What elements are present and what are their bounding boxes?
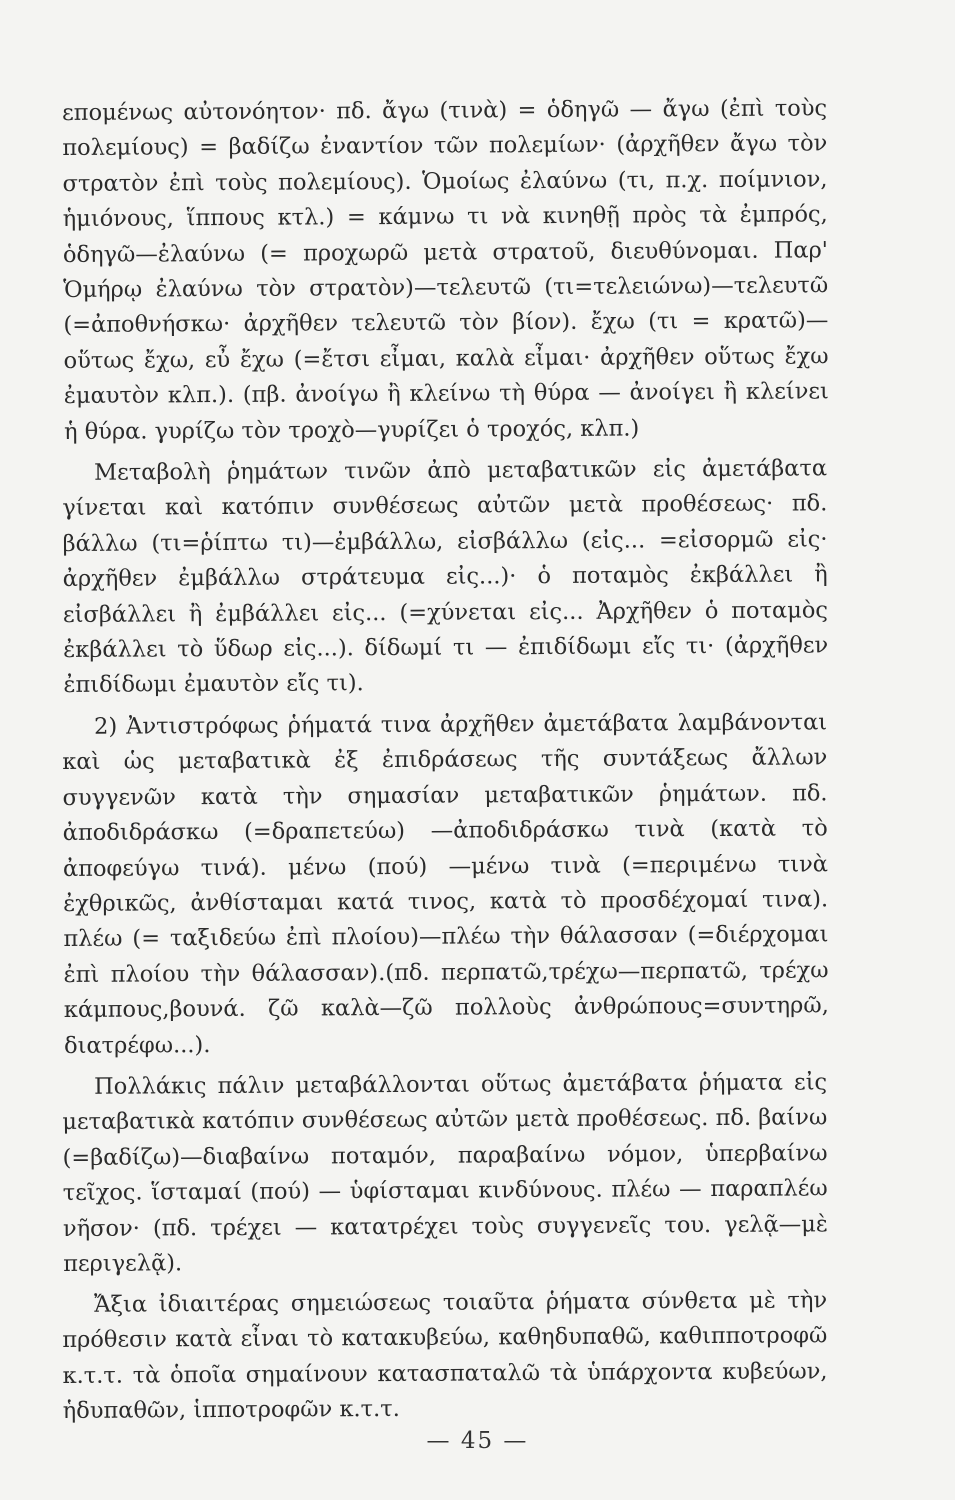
paragraph-5: Ἄξια ἰδιαιτέρας σημειώσεως τοιαῦτα ῥήματα σύνθετα μὲ τὴν πρόθεσιν κατὰ εἶναι τὸ κατακυβεύω, καθηδυπαθῶ, καθιπποτροφῶ κ.τ.τ. τὰ ὁποῖα σημαίνουν κατασπαταλῶ τὰ ὑπάρχοντα κυβεύων, ἡδυπαθῶν, ἱπποτροφῶν κ.τ.τ. <box>62 1287 828 1425</box>
paragraph-2: Μεταβολὴ ῥημάτων τινῶν ἀπὸ μεταβατικῶν εἰς ἀμετάβατα γίνεται καὶ κατόπιν συνθέσεως αὐτῶν μετὰ προθέσεως· πδ. βάλλω (τι=ῥίπτω τι)—ἐμβάλλω, εἰσβάλλω (εἰς... =εἰσορμῶ εἰς· ἀρχῆθεν ἐμβάλλω στράτευμα εἰς...)· ὁ ποταμὸς ἐκβάλλει ἢ εἰσβάλλει ἢ ἐμβάλλει εἰς... (=χύνεται εἰς... Ἀρχῆθεν ὁ ποταμὸς ἐκβάλλει τὸ ὕδωρ εἰς...). δίδωμί τι — ἐπιδίδωμι εἴς τι· (ἀρχῆθεν ἐπιδίδωμι ἐμαυτὸν εἴς τι). <box>62 455 829 699</box>
paragraph-1: επομένως αὐτονόητον· πδ. ἄγω (τινὰ) = ὁδηγῶ — ἄγω (ἐπὶ τοὺς πολεμίους) = βαδίζω ἐναντίον τῶν πολεμίων· (ἀρχῆθεν ἄγω τὸν στρατὸν ἐπὶ τοὺς πολεμίους). Ὁμοίως ἐλαύνω (τι, π.χ. ποίμνιον, ἡμιόνους, ἵππους κτλ.) = κάμνω τι νὰ κινηθῇ πρὸς τὰ ἐμπρός, ὁδηγῶ—ἐλαύνω (= προχωρῶ μετὰ στρατοῦ, διευθύνομαι. Παρ' Ὁμήρῳ ἐλαύνω τὸν στρατὸν)—τελευτῶ (τι=τελειώνω)—τελευτῶ (=ἀποθνήσκω· ἀρχῆθεν τελευτῶ τὸν βίον). ἔχω (τι = κρατῶ)— οὕτως ἔχω, εὖ ἔχω (=ἔτσι εἶμαι, καλὰ εἶμαι· ἀρχῆθεν οὕτως ἔχω ἐμαυτὸν κλπ.). (πβ. ἀνοίγω ἢ κλείνω τὴ θύρα — ἀνοίγει ἢ κλείνει ἡ θύρα. γυρίζω τὸν τροχὸ—γυρίζει ὁ τροχός, κλπ.) <box>62 95 829 445</box>
paragraph-4: Πολλάκις πάλιν μεταβάλλονται οὕτως ἀμετάβατα ῥήματα εἰς μεταβατικὰ κατόπιν συνθέσεως αὐτῶν μετὰ προθέσεως. πδ. βαίνω (=βαδίζω)—διαβαίνω ποταμόν, παραβαίνω νόμον, ὑπερβαίνω τεῖχος. ἵσταμαί (πού) — ὑφίσταμαι κινδύνους. πλέω — παραπλέω νῆσον· (πδ. τρέχει — κατατρέχει τοὺς συγγενεῖς του. γελᾷ—μὲ περιγελᾷ). <box>62 1069 829 1277</box>
page-number: — 45 — <box>426 1428 529 1454</box>
paragraph-3: 2) Ἀντιστρόφως ῥήματά τινα ἀρχῆθεν ἀμετάβατα λαμβάνονται καὶ ὡς μεταβατικὰ ἐξ ἐπιδράσεως τῆς συντάξεως ἄλλων συγγενῶν κατὰ τὴν σημασίαν μεταβατικῶν ῥημάτων. πδ. ἀποδιδράσκω (=δραπετεύω) —ἀποδιδράσκω τινὰ (κατὰ τὸ ἀποφεύγω τινά). μένω (πού) —μένω τινὰ (=περιμένω τινὰ ἐχθρικῶς, ἀνθίσταμαι κατά τινος, κατὰ τὸ προσδέχομαί τινα). πλέω (= ταξιδεύω ἐπὶ πλοίου)—πλέω τὴν θάλασσαν (=διέρχομαι ἐπὶ πλοίου τὴν θάλασσαν).(πδ. περπατῶ,τρέχω—περπατῶ, τρέχω κάμπους,βουνά. ζῶ καλὰ—ζῶ πολλοὺς ἀνθρώπους=συντηρῶ, διατρέφω...). <box>62 709 829 1059</box>
